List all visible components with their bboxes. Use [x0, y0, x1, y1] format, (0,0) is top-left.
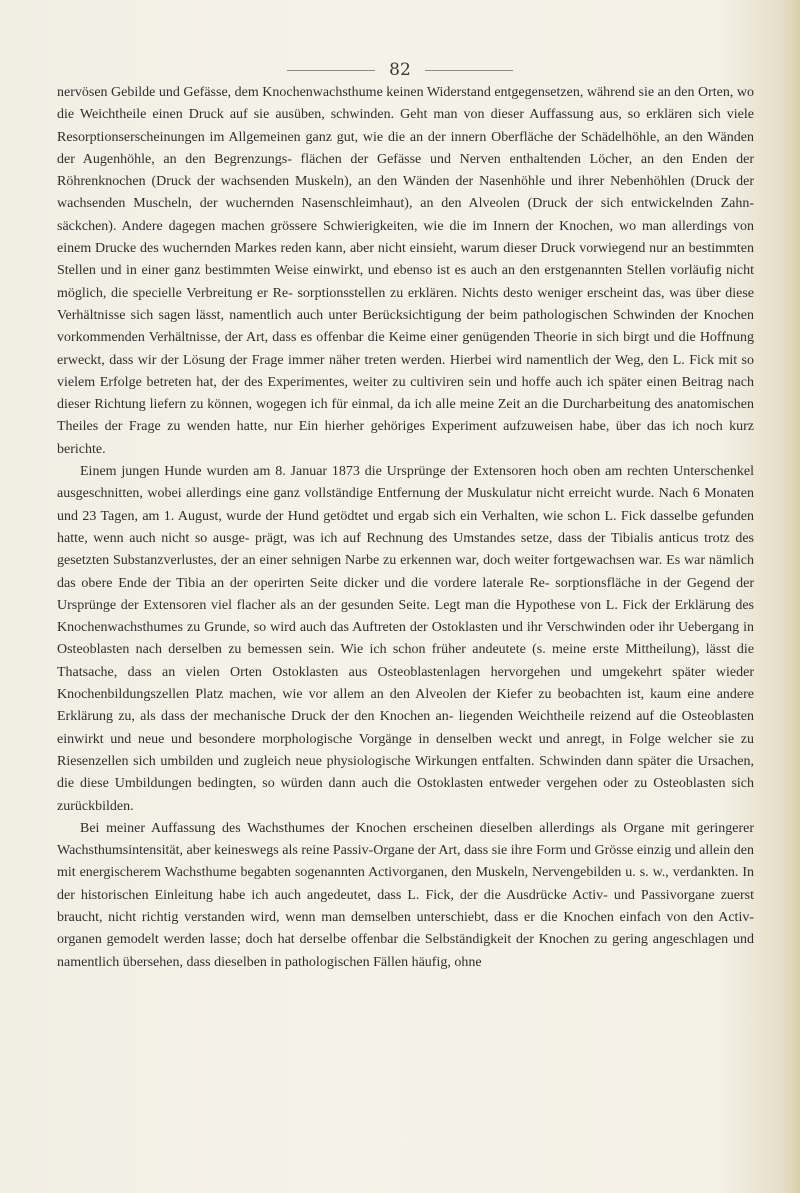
- paragraph-2: Einem jungen Hunde wurden am 8. Januar 1873 die Ursprünge der Extensoren hoch oben am rechten Unterschenkel ausgeschnitten, wobei allerdings eine ganz vollständige Entfernung der Muskulatur nicht erreicht wurde. Nach 6 Monaten und 23 Tagen, am 1. August, wurde der Hund getödtet und ergab sich ein Verhalten, wie schon L. Fick dasselbe gefunden hatte, wenn auch nicht so ausge- prägt, was ich auf Rechnung des Umstandes setze, dass der Tibialis anticus trotz des gesetzten Substanzverlustes, der an einer sehnigen Narbe zu erkennen war, doch weiter fortgewachsen war. Es war nämlich das obere Ende der Tibia an der operirten Seite dicker und die vordere laterale Re- sorptionsfläche in der Gegend der Ursprünge der Extensoren viel flacher als an der gesunden Seite. Legt man die Hypothese von L. Fick der Erklärung des Knochenwachsthumes zu Grunde, so wird auch das Auftreten der Ostoklasten und ihr Verschwinden oder ihr Uebergang in Osteoblasten nach derselben zu bemessen sein. Wie ich schon früher andeutete (s. meine erste Mittheilung), lässt die Thatsache, dass an vielen Orten Ostoklasten aus Osteoblastenlagen hervorgehen und umgekehrt später wieder Knochenbildungszellen Platz machen, wie vor allem an den Alveolen der Kiefer zu beobachten ist, kaum eine andere Erklärung zu, als dass der mechanische Druck der den Knochen an- liegenden Weichtheile reizend auf die Osteoblasten einwirkt und neue und besondere morphologische Vorgänge in denselben weckt und anregt, in Folge welcher sie zu Riesenzellen sich umbilden und zugleich neue physiologische Wirkungen entfalten. Schwinden dann später die Ursachen, die diese Umbildungen bedingten, so würden dann auch die Ostoklasten entweder vergehen oder zu Osteoblasten sich zurückbilden.: [57, 464, 754, 814]
- body-text: [57, 82, 754, 974]
- page-number: 82: [389, 60, 411, 80]
- paragraph-1: nervösen Gebilde und Gefässe, dem Knochenwachsthume keinen Widerstand entgegensetzen, während sie an den Orten, wo die Weichtheile einen Druck auf sie ausüben, schwinden. Geht man von dieser Auffassung aus, so erklären sich viele Resorptionserscheinungen im Allgemeinen ganz gut, wie die an der innern Oberfläche der Schädelhöhle, an den Wänden der Augenhöhle, an den Begrenzungs- flächen der Gefässe und Nerven enthaltenden Löcher, an den Enden der Röhrenknochen (Druck der wachsenden Muskeln), an den Wänden der Nasenhöhle und ihrer Nebenhöhlen (Druck der wachsenden Muscheln, der wuchernden Nasenschleimhaut), an den Alveolen (Druck der sich entwickelnden Zahn- säckchen). Andere dagegen machen grössere Schwierigkeiten, wie die im Innern der Knochen, wo man allerdings von einem Drucke des wuchernden Markes reden kann, aber nicht einsieht, warum dieser Druck vorwiegend nur an bestimmten Stellen und in einer ganz bestimmten Weise einwirkt, und ebenso ist es auch an den erstgenannten Stellen vorläufig nicht möglich, die specielle Verbreitung er Re- sorptionsstellen zu erklären. Nichts desto weniger erscheint das, was über diese Verhältnisse sich sagen lässt, namentlich auch unter Berücksichtigung der beim pathologischen Schwinden der Knochen vorkommenden Verhältnisse, der Art, dass es offenbar die Keime einer genügenden Theorie in sich birgt und die Hoffnung erweckt, dass wir der Lösung der Frage immer näher treten werden. Hierbei wird namentlich der Weg, den L. Fick mit so vielem Erfolge betreten hat, der des Experimentes, weiter zu cultiviren sein und hoffe auch ich später einen Beitrag nach dieser Richtung liefern zu können, wogegen ich für einmal, da ich alle meine Zeit an die Durcharbeitung des anatomischen Theiles der Frage zu wenden hatte, nur Ein hierher gehöriges Experiment aufzuweisen habe, über das ich noch kurz berichte.: [57, 85, 754, 457]
- paragraph-3: Bei meiner Auffassung des Wachsthumes der Knochen erscheinen dieselben allerdings als Organe mit geringerer Wachsthumsintensität, aber keineswegs als reine Passiv-Organe der Art, dass sie ihre Form und Grösse einzig und allein den mit energischerem Wachsthume begabten sogenannten Activorganen, den Muskeln, Nervengebilden u. s. w., verdankten. In der historischen Einleitung habe ich auch angedeutet, dass L. Fick, der die Ausdrücke Activ- und Passivorgane zuerst braucht, nicht richtig verstanden wird, wenn man demselben unterschiebt, dass er die Knochen einfach von den Activ- organen gemodelt werden lasse; doch hat derselbe offenbar die Selbständigkeit der Knochen zu gering angeschlagen und namentlich übersehen, dass dieselben in pathologischen Fällen häufig, ohne: [57, 820, 754, 970]
- page-edge-shadow: [778, 0, 800, 1193]
- page-header: [0, 60, 800, 80]
- header-rule-left: [287, 70, 375, 71]
- header-rule-right: [425, 70, 513, 71]
